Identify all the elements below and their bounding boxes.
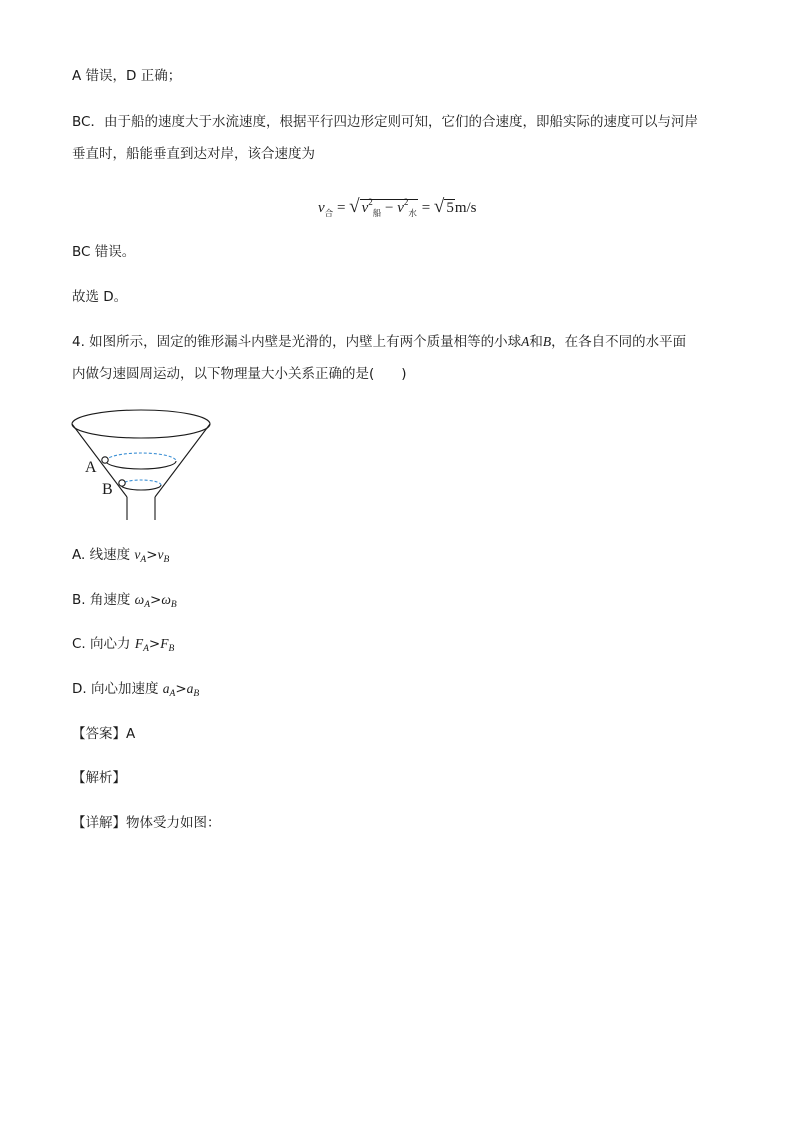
question-var-b: B <box>542 334 552 349</box>
option-b-symbol-2: ω <box>161 592 171 607</box>
paragraph-choose-d: 故选 D。 <box>72 289 128 305</box>
formula-term2-sup: 2 <box>403 197 409 207</box>
formula-term2-sub: 水 <box>408 209 417 219</box>
option-d-symbol: a <box>162 681 170 696</box>
option-a-symbol: v <box>134 547 141 562</box>
option-b-symbol: ω <box>134 592 145 607</box>
formula-minus: − <box>385 200 394 216</box>
detail-line <box>72 814 221 832</box>
ball-a <box>102 457 108 463</box>
radical-sign: √ <box>349 196 360 217</box>
option-a-gt: > <box>146 547 158 563</box>
formula-equals-2: = <box>421 200 431 216</box>
question-4-suffix: ，在各自不同的水平面 <box>551 334 687 350</box>
option-c-gt: > <box>148 636 161 652</box>
formula-root-value: 5 <box>446 200 454 216</box>
question-var-a: A <box>521 334 530 349</box>
option-a <box>72 546 169 569</box>
paragraph-bc-analysis-line2: 垂直时，船能垂直到达对岸，该合速度为 <box>72 146 315 162</box>
option-b-sub-b: B <box>170 600 177 610</box>
velocity-formula <box>318 192 477 224</box>
paragraph-conclusion-ad: A 错误，D 正确； <box>72 68 182 84</box>
question-4-line1 <box>72 333 686 351</box>
option-d <box>72 680 199 703</box>
option-c-symbol-2: F <box>160 636 169 651</box>
option-c-sub-b: B <box>168 644 175 654</box>
analysis-heading: 【解析】 <box>72 770 126 786</box>
option-c-sub-a: A <box>143 644 149 654</box>
orbit-b-front <box>121 485 161 490</box>
question-4-line2: 内做匀速圆周运动，以下物理量大小关系正确的是( ) <box>72 366 407 382</box>
orbit-a-back <box>106 453 176 461</box>
option-d-label: D. 向心加速度 <box>72 681 163 697</box>
question-4-prefix: 4. 如图所示，固定的锥形漏斗内壁是光滑的，内壁上有两个质量相等的小球 <box>72 334 522 350</box>
formula-term1-sub: 船 <box>372 209 382 219</box>
paragraph-bc-wrong: BC 错误。 <box>72 244 136 260</box>
option-a-sub-a: A <box>140 555 147 565</box>
question-and: 和 <box>529 334 543 350</box>
answer-line <box>72 725 135 743</box>
formula-radicand <box>360 197 418 219</box>
answer-tag: 【答案】 <box>72 726 126 742</box>
label-a: A <box>85 459 97 476</box>
option-b-label: B. 角速度 <box>72 592 135 608</box>
orbit-b-back <box>121 480 161 485</box>
formula-equals: = <box>336 200 346 216</box>
formula-term1-sup: 2 <box>368 197 373 207</box>
detail-text: 物体受力如图： <box>126 815 221 831</box>
option-d-sub-a: A <box>169 689 176 699</box>
option-c-label: C. 向心力 <box>72 636 135 652</box>
paragraph-bc-analysis-line1: BC．由于船的速度大于水流速度，根据平行四边形定则可知，它们的合速度，即船实际的速度可以与河岸 <box>72 114 698 130</box>
funnel-rim <box>72 410 210 438</box>
formula-term1: v <box>361 200 369 216</box>
formula-term2: v <box>397 200 404 216</box>
label-b: B <box>102 481 113 498</box>
answer-value: A <box>126 726 136 742</box>
funnel-diagram <box>70 406 220 524</box>
ball-b <box>119 480 125 486</box>
option-c <box>72 635 174 658</box>
option-c-symbol: F <box>134 636 144 651</box>
option-b-sub-a: A <box>144 600 150 610</box>
detail-tag: 【详解】 <box>72 815 126 831</box>
formula-unit: m/s <box>454 200 477 216</box>
formula-lhs-sub: 合 <box>324 209 334 219</box>
radical-sign-2: √ <box>433 196 445 217</box>
option-a-sub-b: B <box>163 555 170 565</box>
formula-lhs: v <box>318 200 325 216</box>
option-a-symbol-2: v <box>157 547 164 562</box>
option-b-gt: > <box>150 592 162 608</box>
option-a-label: A. 线速度 <box>72 547 135 563</box>
orbit-a-front <box>106 461 176 469</box>
option-d-gt: > <box>175 681 187 697</box>
option-d-symbol-2: a <box>186 681 194 696</box>
option-d-sub-b: B <box>193 689 200 699</box>
option-b <box>72 591 177 614</box>
